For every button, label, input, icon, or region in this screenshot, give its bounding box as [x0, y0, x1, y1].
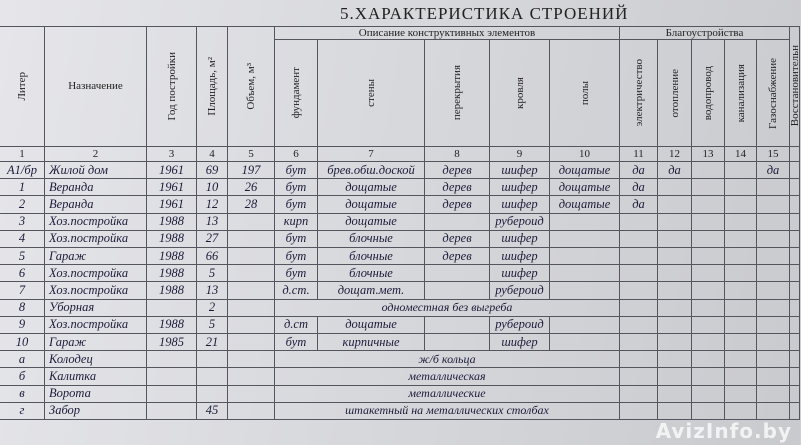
header-ceiling: [425, 40, 490, 147]
cell-electricity: [620, 231, 658, 248]
cell-gas: [757, 265, 790, 282]
cell-purpose: Веранда: [45, 179, 147, 196]
cell-ceiling: [425, 265, 490, 282]
cell-liter: А1/бр: [0, 162, 45, 179]
cell-roof: шифер: [490, 334, 550, 351]
cell-floors: [550, 317, 620, 334]
cell-floors: [550, 231, 620, 248]
cell-walls: блочные: [318, 265, 425, 282]
cell-walls: дощат.мет.: [318, 282, 425, 299]
cell-ceiling: [425, 282, 490, 299]
cell-year: 1985: [147, 334, 197, 351]
cell-floors: [550, 282, 620, 299]
cell-roof: рубероид: [490, 317, 550, 334]
cell-water: [692, 196, 725, 213]
header-gas-text: Газоснабжение: [767, 57, 779, 129]
cell-electricity: [620, 351, 658, 368]
cell-year: 1988: [147, 214, 197, 231]
cell-heating: [658, 351, 692, 368]
cell-gas: [757, 214, 790, 231]
cell-sewer: [725, 162, 757, 179]
cell-ceiling: дерев: [425, 248, 490, 265]
cell-sewer: [725, 231, 757, 248]
header-year: [147, 26, 197, 147]
column-number: 9: [490, 147, 550, 162]
cell-year: 1961: [147, 196, 197, 213]
cell-water: [692, 386, 725, 403]
cell-volume: [228, 317, 275, 334]
header-liter-text: Литер: [16, 71, 28, 101]
header-foundation: [275, 40, 318, 147]
cell-volume: [228, 300, 275, 317]
column-number: 6: [275, 147, 318, 162]
cell-liter: б: [0, 368, 45, 385]
cell-foundation: бут: [275, 179, 318, 196]
cell-liter: 6: [0, 265, 45, 282]
cell-floors: [550, 334, 620, 351]
cell-volume: 197: [228, 162, 275, 179]
header-walls-text: стены: [365, 79, 377, 107]
cell-electricity: [620, 317, 658, 334]
cell-restoration: [790, 334, 800, 351]
cell-ceiling: [425, 317, 490, 334]
cell-heating: [658, 214, 692, 231]
cell-volume: [228, 282, 275, 299]
cell-water: [692, 351, 725, 368]
cell-sewer: [725, 334, 757, 351]
cell-year: [147, 386, 197, 403]
cell-year: 1988: [147, 317, 197, 334]
cell-restoration: [790, 248, 800, 265]
cell-walls: кирпичные: [318, 334, 425, 351]
cell-sewer: [725, 282, 757, 299]
cell-roof: шифер: [490, 248, 550, 265]
cell-area: 12: [197, 196, 228, 213]
cell-ceiling: [425, 214, 490, 231]
cell-liter: в: [0, 386, 45, 403]
cell-restoration: [790, 317, 800, 334]
cell-area: 21: [197, 334, 228, 351]
column-number: 8: [425, 147, 490, 162]
cell-description-span: штакетный на металлических столбах: [275, 403, 620, 420]
cell-year: [147, 368, 197, 385]
cell-electricity: [620, 265, 658, 282]
cell-year: 1961: [147, 162, 197, 179]
cell-liter: 1: [0, 179, 45, 196]
cell-description-span: металлические: [275, 386, 620, 403]
column-number: 11: [620, 147, 658, 162]
cell-foundation: д.ст.: [275, 282, 318, 299]
header-restoration: [790, 26, 800, 147]
cell-sewer: [725, 368, 757, 385]
header-gas: [757, 40, 790, 147]
cell-roof: шифер: [490, 179, 550, 196]
cell-water: [692, 334, 725, 351]
cell-gas: [757, 403, 790, 420]
cell-gas: [757, 368, 790, 385]
cell-heating: [658, 196, 692, 213]
cell-floors: дощатые: [550, 162, 620, 179]
cell-purpose: Жилой дом: [45, 162, 147, 179]
cell-floors: дощатые: [550, 196, 620, 213]
cell-restoration: [790, 162, 800, 179]
cell-liter: 9: [0, 317, 45, 334]
document-title: 5.ХАРАКТЕРИСТИКА СТРОЕНИЙ: [340, 4, 629, 23]
column-number: 4: [197, 147, 228, 162]
cell-year: 1988: [147, 282, 197, 299]
cell-restoration: [790, 282, 800, 299]
cell-electricity: да: [620, 162, 658, 179]
cell-foundation: кирп: [275, 214, 318, 231]
cell-liter: а: [0, 351, 45, 368]
column-number: 15: [757, 147, 790, 162]
cell-area: 5: [197, 265, 228, 282]
cell-gas: [757, 386, 790, 403]
header-constructive: Описание конструктивных элементов: [275, 26, 620, 40]
cell-sewer: [725, 196, 757, 213]
cell-foundation: д.ст: [275, 317, 318, 334]
cell-electricity: [620, 282, 658, 299]
cell-sewer: [725, 265, 757, 282]
cell-heating: да: [658, 162, 692, 179]
cell-purpose: Гараж: [45, 248, 147, 265]
cell-electricity: [620, 403, 658, 420]
cell-sewer: [725, 179, 757, 196]
header-electricity-text: электричество: [632, 59, 645, 127]
cell-electricity: [620, 334, 658, 351]
cell-gas: [757, 351, 790, 368]
cell-foundation: бут: [275, 196, 318, 213]
cell-electricity: [620, 214, 658, 231]
cell-restoration: [790, 179, 800, 196]
cell-ceiling: дерев: [425, 196, 490, 213]
cell-walls: дощатые: [318, 179, 425, 196]
cell-walls: дощатые: [318, 317, 425, 334]
column-number: 7: [318, 147, 425, 162]
cell-roof: шифер: [490, 196, 550, 213]
cell-purpose: Калитка: [45, 368, 147, 385]
header-liter: [0, 26, 45, 147]
cell-heating: [658, 248, 692, 265]
cell-electricity: да: [620, 179, 658, 196]
cell-floors: дощатые: [550, 179, 620, 196]
cell-purpose: Хоз.постройка: [45, 214, 147, 231]
cell-sewer: [725, 351, 757, 368]
cell-foundation: бут: [275, 334, 318, 351]
column-number: 1: [0, 147, 45, 162]
cell-restoration: [790, 300, 800, 317]
column-number: 10: [550, 147, 620, 162]
header-floors: [550, 40, 620, 147]
cell-restoration: [790, 351, 800, 368]
cell-heating: [658, 231, 692, 248]
watermark: AvizInfo.by: [655, 419, 792, 443]
cell-year: 1988: [147, 265, 197, 282]
cell-liter: 8: [0, 300, 45, 317]
header-electricity: [620, 40, 658, 147]
cell-sewer: [725, 386, 757, 403]
cell-volume: [228, 214, 275, 231]
header-walls: [318, 40, 425, 147]
cell-volume: [228, 351, 275, 368]
cell-sewer: [725, 317, 757, 334]
cell-roof: шифер: [490, 231, 550, 248]
cell-water: [692, 403, 725, 420]
header-water-text: водопровод: [702, 65, 714, 121]
cell-water: [692, 214, 725, 231]
cell-sewer: [725, 403, 757, 420]
cell-heating: [658, 300, 692, 317]
cell-walls: дощатые: [318, 214, 425, 231]
cell-volume: [228, 231, 275, 248]
cell-purpose: Хоз.постройка: [45, 231, 147, 248]
cell-area: 45: [197, 403, 228, 420]
cell-electricity: [620, 386, 658, 403]
cell-area: 66: [197, 248, 228, 265]
cell-electricity: да: [620, 196, 658, 213]
cell-water: [692, 282, 725, 299]
cell-liter: 4: [0, 231, 45, 248]
cell-roof: шифер: [490, 265, 550, 282]
cell-heating: [658, 317, 692, 334]
column-number-empty: [790, 147, 800, 162]
cell-gas: [757, 300, 790, 317]
cell-volume: [228, 265, 275, 282]
cell-area: 5: [197, 317, 228, 334]
cell-ceiling: [425, 334, 490, 351]
cell-water: [692, 368, 725, 385]
cell-heating: [658, 282, 692, 299]
cell-description-span: ж/б кольца: [275, 351, 620, 368]
cell-ceiling: дерев: [425, 162, 490, 179]
header-heating: [658, 40, 692, 147]
cell-sewer: [725, 300, 757, 317]
cell-roof: рубероид: [490, 214, 550, 231]
cell-heating: [658, 403, 692, 420]
cell-area: [197, 386, 228, 403]
cell-liter: 5: [0, 248, 45, 265]
cell-foundation: бут: [275, 162, 318, 179]
cell-purpose: Уборная: [45, 300, 147, 317]
column-number: 12: [658, 147, 692, 162]
cell-area: 13: [197, 282, 228, 299]
cell-description-span: одноместная без выгреба: [275, 300, 620, 317]
cell-water: [692, 179, 725, 196]
cell-purpose: Колодец: [45, 351, 147, 368]
cell-heating: [658, 265, 692, 282]
header-foundation-text: фундамент: [290, 67, 302, 119]
cell-liter: 3: [0, 214, 45, 231]
cell-area: 10: [197, 179, 228, 196]
cell-walls: брев.обш.доской: [318, 162, 425, 179]
cell-gas: [757, 196, 790, 213]
cell-gas: [757, 179, 790, 196]
cell-gas: [757, 282, 790, 299]
cell-restoration: [790, 386, 800, 403]
cell-gas: [757, 248, 790, 265]
cell-water: [692, 317, 725, 334]
header-improvement: Благоустройства: [620, 26, 790, 40]
cell-foundation: бут: [275, 265, 318, 282]
cell-restoration: [790, 368, 800, 385]
cell-sewer: [725, 214, 757, 231]
cell-volume: [228, 386, 275, 403]
column-number: 5: [228, 147, 275, 162]
cell-water: [692, 300, 725, 317]
cell-year: [147, 300, 197, 317]
header-area: [197, 26, 228, 147]
cell-restoration: [790, 214, 800, 231]
header-roof: [490, 40, 550, 147]
cell-liter: 2: [0, 196, 45, 213]
header-year-text: Год постройки: [165, 51, 178, 121]
cell-purpose: Хоз.постройка: [45, 265, 147, 282]
cell-gas: [757, 317, 790, 334]
cell-foundation: бут: [275, 231, 318, 248]
header-roof-text: кровля: [513, 77, 526, 109]
header-area-text: Площадь, м²: [206, 56, 218, 116]
cell-purpose: Хоз.постройка: [45, 317, 147, 334]
cell-restoration: [790, 196, 800, 213]
cell-floors: [550, 265, 620, 282]
cell-ceiling: дерев: [425, 179, 490, 196]
cell-liter: г: [0, 403, 45, 420]
cell-restoration: [790, 231, 800, 248]
cell-area: 69: [197, 162, 228, 179]
cell-area: [197, 351, 228, 368]
cell-walls: блочные: [318, 248, 425, 265]
cell-purpose: Забор: [45, 403, 147, 420]
cell-volume: 28: [228, 196, 275, 213]
cell-area: [197, 368, 228, 385]
column-number: 3: [147, 147, 197, 162]
cell-heating: [658, 386, 692, 403]
cell-floors: [550, 248, 620, 265]
cell-volume: [228, 403, 275, 420]
cell-gas: [757, 231, 790, 248]
cell-roof: рубероид: [490, 282, 550, 299]
cell-liter: 7: [0, 282, 45, 299]
cell-water: [692, 162, 725, 179]
cell-volume: [228, 248, 275, 265]
cell-year: 1988: [147, 248, 197, 265]
column-number: 2: [45, 147, 147, 162]
cell-volume: 26: [228, 179, 275, 196]
cell-water: [692, 248, 725, 265]
cell-area: 13: [197, 214, 228, 231]
cell-roof: шифер: [490, 162, 550, 179]
cell-electricity: [620, 300, 658, 317]
header-restoration-text: Восстановительн: [788, 45, 801, 127]
header-purpose: Назначение: [45, 26, 147, 147]
cell-electricity: [620, 248, 658, 265]
header-volume: [228, 26, 275, 147]
column-number: 14: [725, 147, 757, 162]
cell-liter: 10: [0, 334, 45, 351]
cell-year: 1961: [147, 179, 197, 196]
header-heating-text: отопление: [668, 68, 681, 118]
cell-gas: [757, 334, 790, 351]
cell-area: 2: [197, 300, 228, 317]
cell-purpose: Ворота: [45, 386, 147, 403]
cell-area: 27: [197, 231, 228, 248]
cell-year: [147, 351, 197, 368]
cell-heating: [658, 368, 692, 385]
cell-year: 1988: [147, 231, 197, 248]
cell-volume: [228, 334, 275, 351]
cell-gas: да: [757, 162, 790, 179]
cell-heating: [658, 334, 692, 351]
header-volume-text: Объем, м³: [245, 62, 257, 110]
cell-walls: дощатые: [318, 196, 425, 213]
cell-year: [147, 403, 197, 420]
header-sewer: [725, 40, 757, 147]
cell-description-span: металлическая: [275, 368, 620, 385]
header-water: [692, 40, 725, 147]
cell-restoration: [790, 403, 800, 420]
header-floors-text: полы: [578, 80, 591, 106]
cell-purpose: Гараж: [45, 334, 147, 351]
cell-walls: блочные: [318, 231, 425, 248]
cell-volume: [228, 368, 275, 385]
column-number: 13: [692, 147, 725, 162]
cell-floors: [550, 214, 620, 231]
cell-water: [692, 265, 725, 282]
header-ceiling-text: перекрытия: [451, 65, 463, 121]
cell-heating: [658, 179, 692, 196]
cell-purpose: Хоз.постройка: [45, 282, 147, 299]
cell-foundation: бут: [275, 248, 318, 265]
cell-electricity: [620, 368, 658, 385]
cell-sewer: [725, 248, 757, 265]
cell-restoration: [790, 265, 800, 282]
header-sewer-text: канализация: [734, 63, 747, 123]
cell-ceiling: дерев: [425, 231, 490, 248]
cell-purpose: Веранда: [45, 196, 147, 213]
cell-water: [692, 231, 725, 248]
